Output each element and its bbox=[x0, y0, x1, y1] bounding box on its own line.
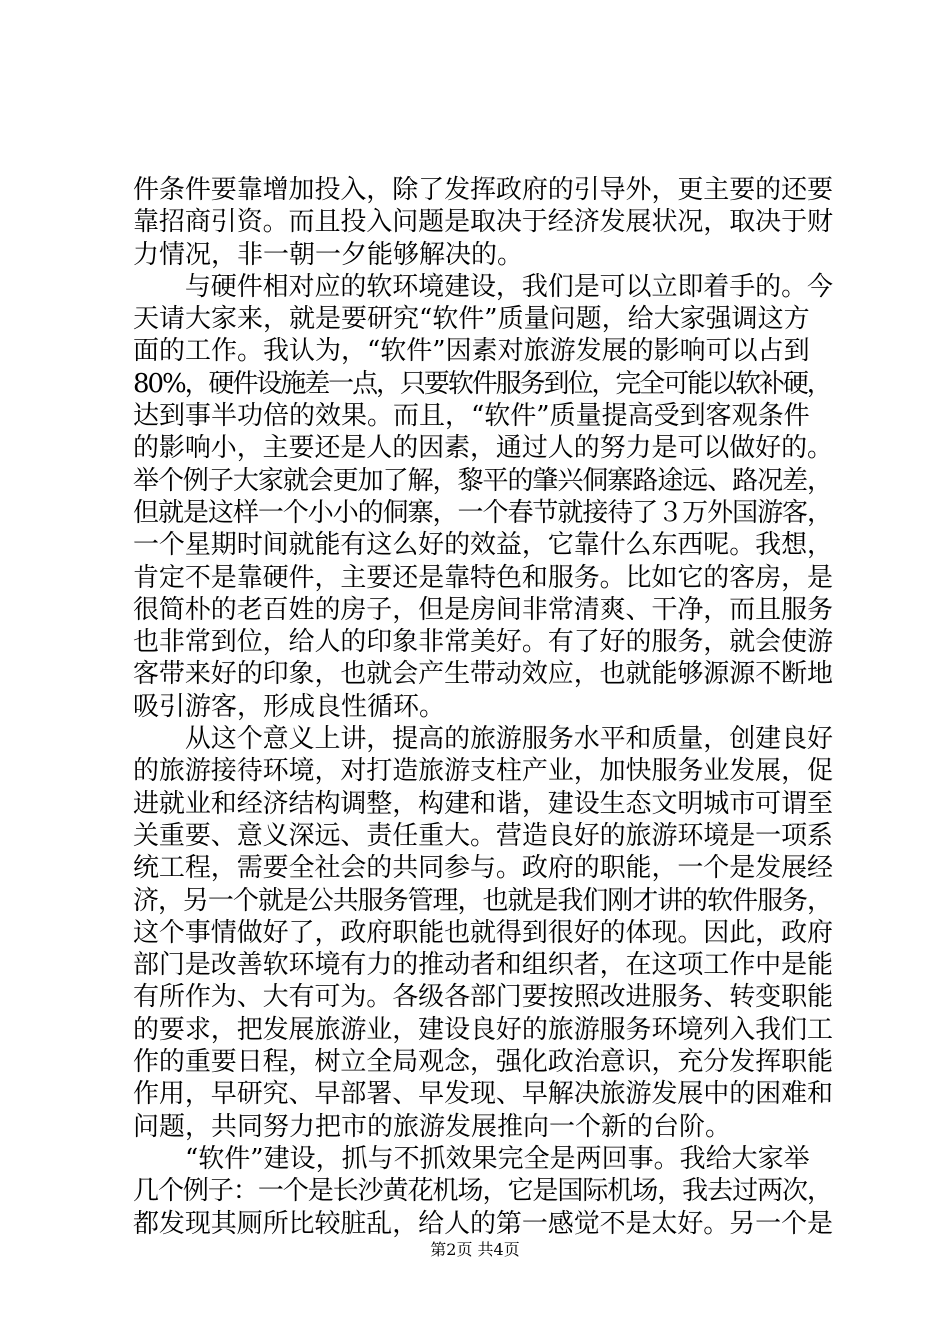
text-line: 都发现其厕所比较脏乱，给人的第一感觉不是太好。另一个是 bbox=[133, 1208, 833, 1239]
text-line: 件条件要靠增加投入，除了发挥政府的引导外，更主要的还要 bbox=[133, 175, 833, 205]
text-line: 作用，早研究、早部署、早发现、早解决旅游发展中的困难和 bbox=[133, 1079, 833, 1110]
text-line: 济，另一个就是公共服务管理，也就是我们刚才讲的软件服务， bbox=[133, 885, 832, 916]
text-line: 作的重要日程，树立全局观念，强化政治意识，充分发挥职能 bbox=[133, 1047, 833, 1078]
text-line: 举个例子大家就会更加了解，黎平的肇兴侗寨路途远、路况差， bbox=[133, 465, 832, 496]
text-line: 靠招商引资。而且投入问题是取决于经济发展状况，取决于财 bbox=[133, 207, 833, 238]
text-line: 的影响小，主要还是人的因素，通过人的努力是可以做好的。 bbox=[133, 433, 833, 464]
text-line: 吸引游客，形成良性循环。 bbox=[133, 691, 446, 722]
text-line: 的要求，把发展旅游业，建设良好的旅游服务环境列入我们工 bbox=[133, 1014, 833, 1045]
text-line: 进就业和经济结构调整，构建和谐，建设生态文明城市可谓至 bbox=[133, 788, 833, 819]
text-line: 的旅游接待环境，对打造旅游支柱产业，加快服务业发展，促 bbox=[133, 756, 833, 787]
text-line: 面的工作。我认为，“软件”因素对旅游发展的影响可以占到 bbox=[133, 336, 810, 367]
page-footer: 第2页 共4页 bbox=[430, 1240, 520, 1259]
text-line: 从这个意义上讲，提高的旅游服务水平和质量，创建良好 bbox=[133, 724, 833, 755]
text-line: 与硬件相对应的软环境建设，我们是可以立即着手的。今 bbox=[133, 271, 833, 302]
text-line: 统工程，需要全社会的共同参与。政府的职能，一个是发展经 bbox=[133, 853, 833, 884]
text-line: 有所作为、大有可为。各级各部门要按照改进服务、转变职能 bbox=[133, 982, 833, 1013]
text-line: 达到事半功倍的效果。而且，“软件”质量提高受到客观条件 bbox=[133, 401, 810, 432]
text-line: 这个事情做好了，政府职能也就得到很好的体现。因此，政府 bbox=[133, 917, 833, 948]
text-line: 天请大家来，就是要研究“软件”质量问题，给大家强调这方 bbox=[133, 304, 810, 335]
text-line: 客带来好的印象，也就会产生带动效应，也就能够源源不断地 bbox=[133, 659, 833, 690]
text-line: 一个星期时间就能有这么好的效益，它靠什么东西呢。我想， bbox=[133, 530, 833, 561]
text-line: 但就是这样一个小小的侗寨，一个春节就接待了３万外国游客， bbox=[133, 497, 832, 528]
text-line: 很简朴的老百姓的房子，但是房间非常清爽、干净，而且服务 bbox=[133, 594, 833, 625]
body-text bbox=[133, 174, 833, 1240]
text-line: “软件”建设，抓与不抓效果完全是两回事。我给大家举 bbox=[133, 1143, 810, 1174]
text-line: 关重要、意义深远、责任重大。营造良好的旅游环境是一项系 bbox=[133, 820, 833, 851]
text-line: 80%，硬件设施差一点，只要软件服务到位，完全可能以软补硬， bbox=[133, 368, 831, 399]
text-line: 部门是改善软环境有力的推动者和组织者，在这项工作中是能 bbox=[133, 950, 833, 981]
text-line: 问题，共同努力把市的旅游发展推向一个新的台阶。 bbox=[133, 1111, 732, 1142]
text-line: 几个例子：一个是长沙黄花机场，它是国际机场，我去过两次， bbox=[133, 1176, 832, 1207]
text-line: 力情况，非一朝一夕能够解决的。 bbox=[133, 239, 524, 270]
text-line: 肯定不是靠硬件，主要还是靠特色和服务。比如它的客房，是 bbox=[133, 562, 833, 593]
text-line: 也非常到位，给人的印象非常美好。有了好的服务，就会使游 bbox=[133, 627, 833, 658]
